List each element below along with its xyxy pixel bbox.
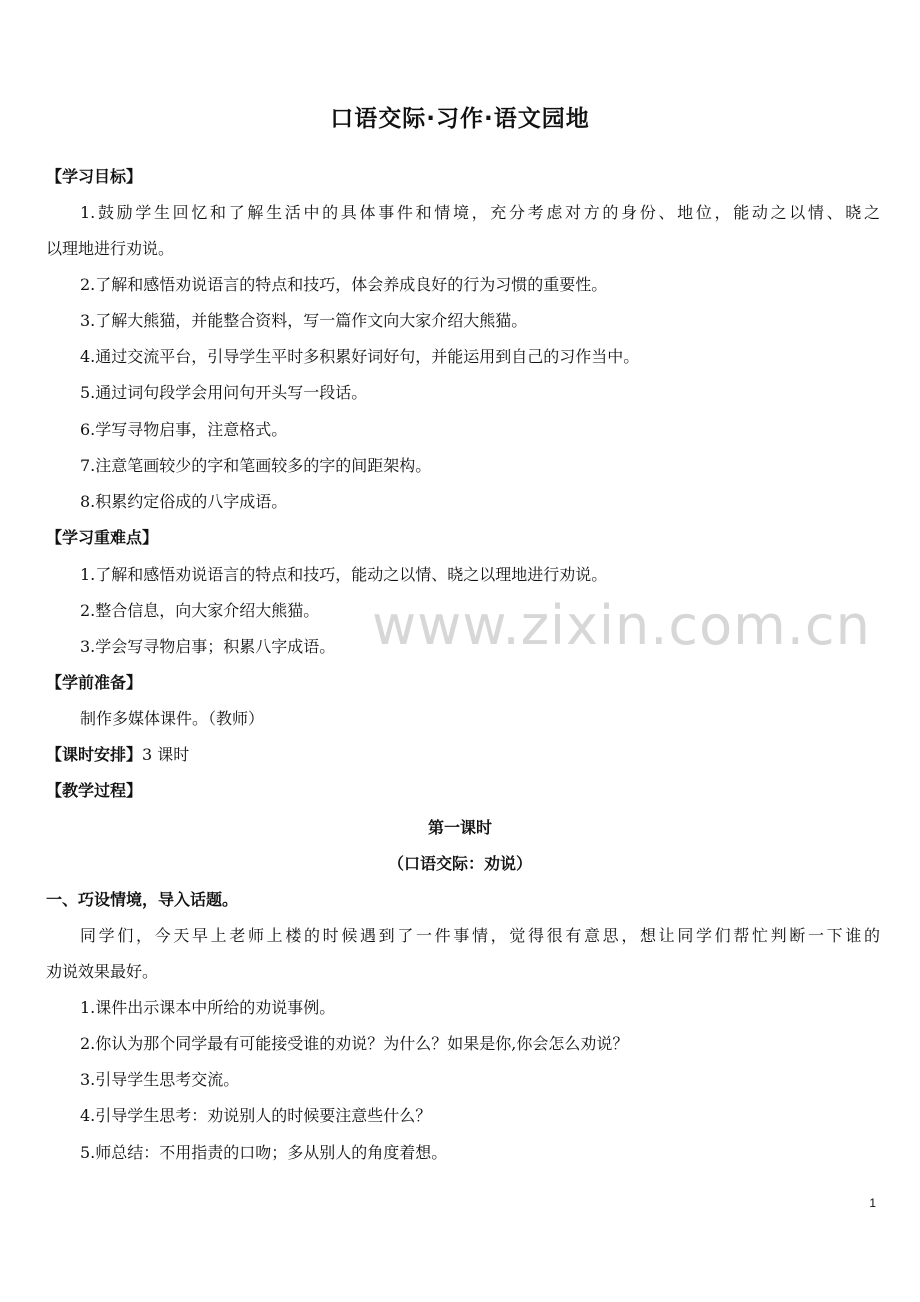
section-heading-preparation: 【学前准备】 xyxy=(46,673,143,692)
intro-paragraph: 同学们，今天早上老师上楼的时候遇到了一件事情，觉得很有意思，想让同学们帮忙判断一下谁的 xyxy=(80,926,880,945)
step-heading: 一、巧设情境，导入话题。 xyxy=(46,890,239,909)
page-number: 1 xyxy=(869,1196,876,1210)
goal-item: 4.通过交流平台，引导学生平时多积累好词好句，并能运用到自己的习作当中。 xyxy=(80,347,640,366)
goal-item: 7.注意笔画较少的字和笔画较多的字的间距架构。 xyxy=(80,456,432,475)
lesson-title: 第一课时 xyxy=(427,818,492,837)
watermark: www.zixin.com.cn xyxy=(372,594,871,657)
goal-item: 6.学写寻物启事，注意格式。 xyxy=(80,420,288,439)
process-item: 4.引导学生思考：劝说别人的时候要注意些什么？ xyxy=(80,1106,432,1125)
section-heading-process: 【教学过程】 xyxy=(46,781,143,800)
key-point-item: 3.学会写寻物启事；积累八字成语。 xyxy=(80,637,336,656)
process-item: 1.课件出示课本中所给的劝说事例。 xyxy=(80,998,336,1017)
section-heading-goals: 【学习目标】 xyxy=(46,167,143,186)
lesson-subtitle: （口语交际：劝说） xyxy=(387,854,532,873)
intro-paragraph-continuation: 劝说效果最好。 xyxy=(46,962,159,981)
goal-item-continuation: 以理地进行劝说。 xyxy=(46,239,175,258)
goal-item: 8.积累约定俗成的八字成语。 xyxy=(80,492,288,511)
process-item: 2.你认为那个同学最有可能接受谁的劝说？为什么？如果是你,你会怎么劝说？ xyxy=(80,1034,629,1053)
process-item: 3.引导学生思考交流。 xyxy=(80,1070,240,1089)
preparation-text: 制作多媒体课件。（教师） xyxy=(80,709,265,728)
key-point-item: 2.整合信息，向大家介绍大熊猫。 xyxy=(80,601,320,620)
schedule-row xyxy=(46,744,880,766)
process-item: 5.师总结：不用指责的口吻；多从别人的角度着想。 xyxy=(80,1143,448,1162)
key-point-item: 1.了解和感悟劝说语言的特点和技巧，能动之以情、晓之以理地进行劝说。 xyxy=(80,565,608,584)
schedule-text: 3 课时 xyxy=(142,745,190,764)
goal-item: 3.了解大熊猫，并能整合资料，写一篇作文向大家介绍大熊猫。 xyxy=(80,311,528,330)
section-heading-schedule: 【课时安排】 xyxy=(46,745,143,764)
goal-item: 5.通过词句段学会用问句开头写一段话。 xyxy=(80,383,368,402)
goal-item: 1.鼓励学生回忆和了解生活中的具体事件和情境，充分考虑对方的身份、地位，能动之以情、晓之 xyxy=(80,203,880,222)
document-title: 口语交际·习作·语文园地 xyxy=(330,106,590,132)
goal-item: 2.了解和感悟劝说语言的特点和技巧，体会养成良好的行为习惯的重要性。 xyxy=(80,275,608,294)
section-heading-key-points: 【学习重难点】 xyxy=(46,528,159,547)
